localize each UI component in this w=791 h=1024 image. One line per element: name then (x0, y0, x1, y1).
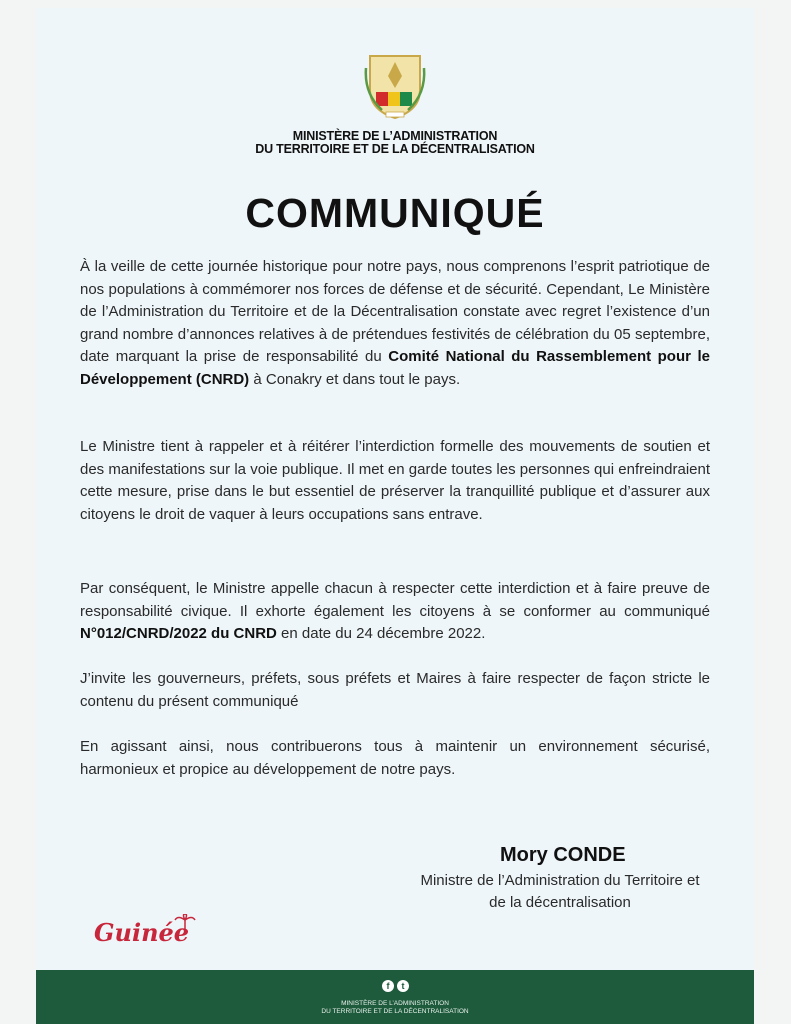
twitter-icon[interactable]: t (397, 980, 409, 992)
paragraph-1-bold: Comité National du Rassemblement pour le Développement (CNRD) (80, 348, 710, 388)
paragraph-3-text-b: en date du 24 décembre 2022. (276, 625, 486, 643)
ministry-line-1: MINISTÈRE DE L’ADMINISTRATION (292, 129, 498, 143)
palm-tree-icon (174, 914, 196, 932)
footer-text (36, 1000, 754, 1016)
paragraph-3-bold: N°012/CNRD/2022 du CNRD (80, 625, 277, 643)
footer-line-1: MINISTÈRE DE L’ADMINISTRATION (341, 1000, 449, 1007)
signatory-title (380, 870, 740, 914)
guinee-logo: Guinée (94, 918, 190, 947)
paragraph-1-text-a: À la veille de cette journée historique pour notre pays, nous comprenons l’esprit patriotique de nos populations à commémorer nos forces de défense et de sécurité. Cependant, Le Ministère de l’Administration du Territoire et de la Décentralisation constate avec regret l’existence d’un grand nombre d’annonces relatives à de prétendues festivités de célébration du 05 septembre, date marquant la prise de responsabilité du (80, 258, 710, 366)
signatory-name: Mory CONDE (500, 844, 626, 866)
paragraph-1 (80, 256, 710, 392)
facebook-icon[interactable]: f (382, 980, 394, 992)
paragraph-3-text-a: Par conséquent, le Ministre appelle chacun à respecter cette interdiction et à faire preuve de responsabilité civique. Il exhorte également les citoyens à se conformer au communiqué (80, 580, 710, 620)
footer-line-2: DU TERRITOIRE ET DE LA DÉCENTRALISATION (321, 1008, 469, 1015)
paragraph-1-text-b: à Conakry et dans tout le pays. (249, 370, 461, 388)
ministry-line-2: DU TERRITOIRE ET DE LA DÉCENTRALISATION (255, 142, 535, 156)
page-title: COMMUNIQUÉ (245, 190, 545, 236)
footer-bar (36, 970, 754, 1024)
document-page (36, 8, 754, 1024)
paragraph-2: Le Ministre tient à rappeler et à réitérer l’interdiction formelle des mouvements de soutien et des manifestations sur la voie publique. Il met en garde toutes les personnes qui enfreindraient cette mesure, prise dans le but essentiel de préserver la tranquillité publique et d’assurer aux citoyens le droit de vaquer à leurs occupations sans entrave. (80, 438, 710, 523)
paragraph-5: En agissant ainsi, nous contribuerons tous à maintenir un environnement sécurisé, harmonieux et propice au développement de notre pays. (80, 738, 710, 778)
ministry-header (36, 130, 754, 156)
social-links (382, 980, 409, 992)
signatory-title-line-1: Ministre de l’Administration du Territoire et (420, 872, 700, 889)
coat-of-arms-icon (362, 48, 428, 122)
signatory-title-line-2: de la décentralisation (489, 894, 631, 911)
paragraph-3 (80, 578, 710, 646)
paragraph-4: J’invite les gouverneurs, préfets, sous préfets et Maires à faire respecter de façon stricte le contenu du présent communiqué (80, 670, 710, 710)
